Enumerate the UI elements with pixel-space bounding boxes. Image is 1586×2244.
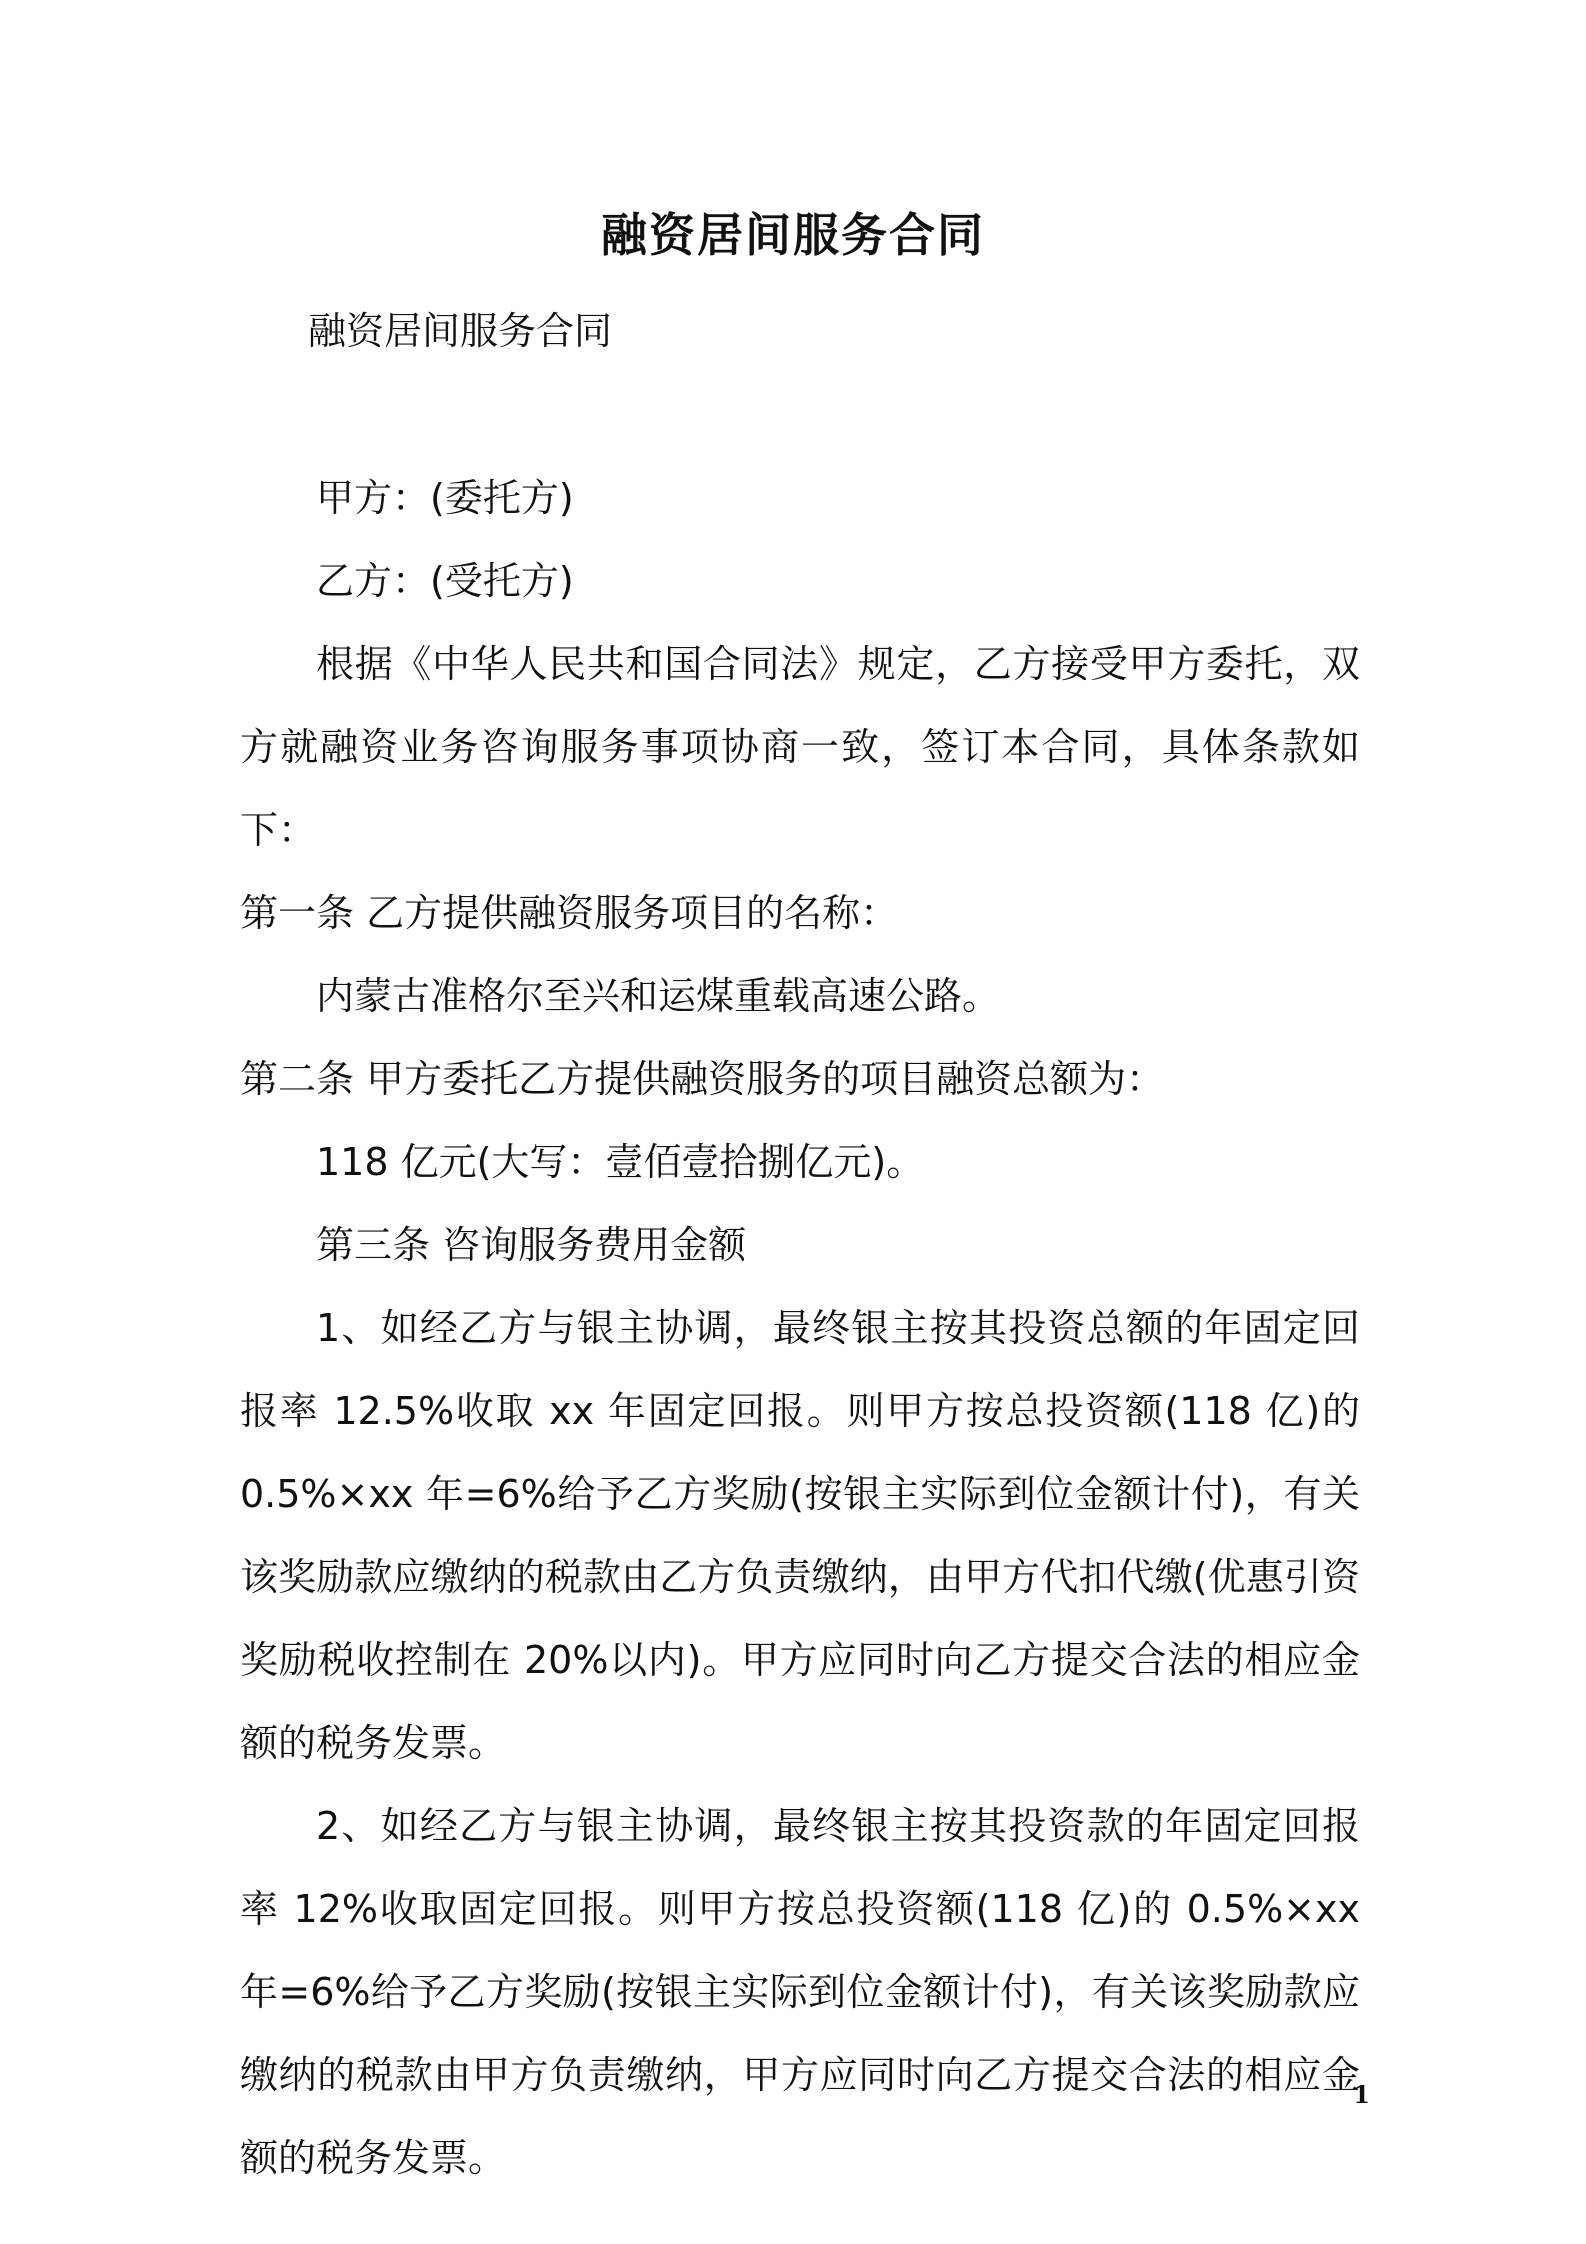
blank-line <box>240 373 1360 457</box>
clause-1-paragraph: 1、如经乙方与银主协调，最终银主按其投资总额的年固定回报率 12.5%收取 xx 年固定回报。则甲方按总投资额(118 亿)的 0.5%×xx 年=6%给予乙方奖励(按银主实际到位金额计付)，有关该奖励款应缴纳的税款由乙方负责缴纳，由甲方代扣代缴(优惠引资奖励税收控制在 20%以内)。甲方应同时向乙方提交合法的相应金额的税务发票。 <box>240 1306 1360 1765</box>
clause-2-paragraph: 2、如经乙方与银主协调，最终银主按其投资款的年固定回报率 12%收取固定回报。则甲方按总投资额(118 亿)的 0.5%×xx 年=6%给予乙方奖励(按银主实际到位金额计付)，有关该奖励款应缴纳的税款由甲方负责缴纳，甲方应同时向乙方提交合法的相应金额的税务发票。 <box>240 1804 1360 2180</box>
document-subtitle: 融资居间服务合同 <box>308 309 613 353</box>
article-1-heading: 第一条 乙方提供融资服务项目的名称： <box>240 891 899 935</box>
article-2-content: 118 亿元(大写：壹佰壹拾捌亿元)。 <box>316 1140 925 1184</box>
article-1-content: 内蒙古准格尔至兴和运煤重载高速公路。 <box>316 974 1001 1018</box>
article-3-heading: 第三条 咨询服务费用金额 <box>316 1223 747 1267</box>
page-number: 1 <box>1353 2080 1370 2109</box>
preamble-paragraph: 根据《中华人民共和国合同法》规定，乙方接受甲方委托，双方就融资业务咨询服务事项协商一致，签订本合同，具体条款如下： <box>240 642 1360 852</box>
party-b-line: 乙方：(受托方) <box>316 559 574 603</box>
article-2-heading: 第二条 甲方委托乙方提供融资服务的项目融资总额为： <box>240 1057 1165 1101</box>
document-body <box>240 290 1360 2200</box>
party-a-line: 甲方：(委托方) <box>316 476 574 520</box>
document-title: 融资居间服务合同 <box>601 208 985 262</box>
